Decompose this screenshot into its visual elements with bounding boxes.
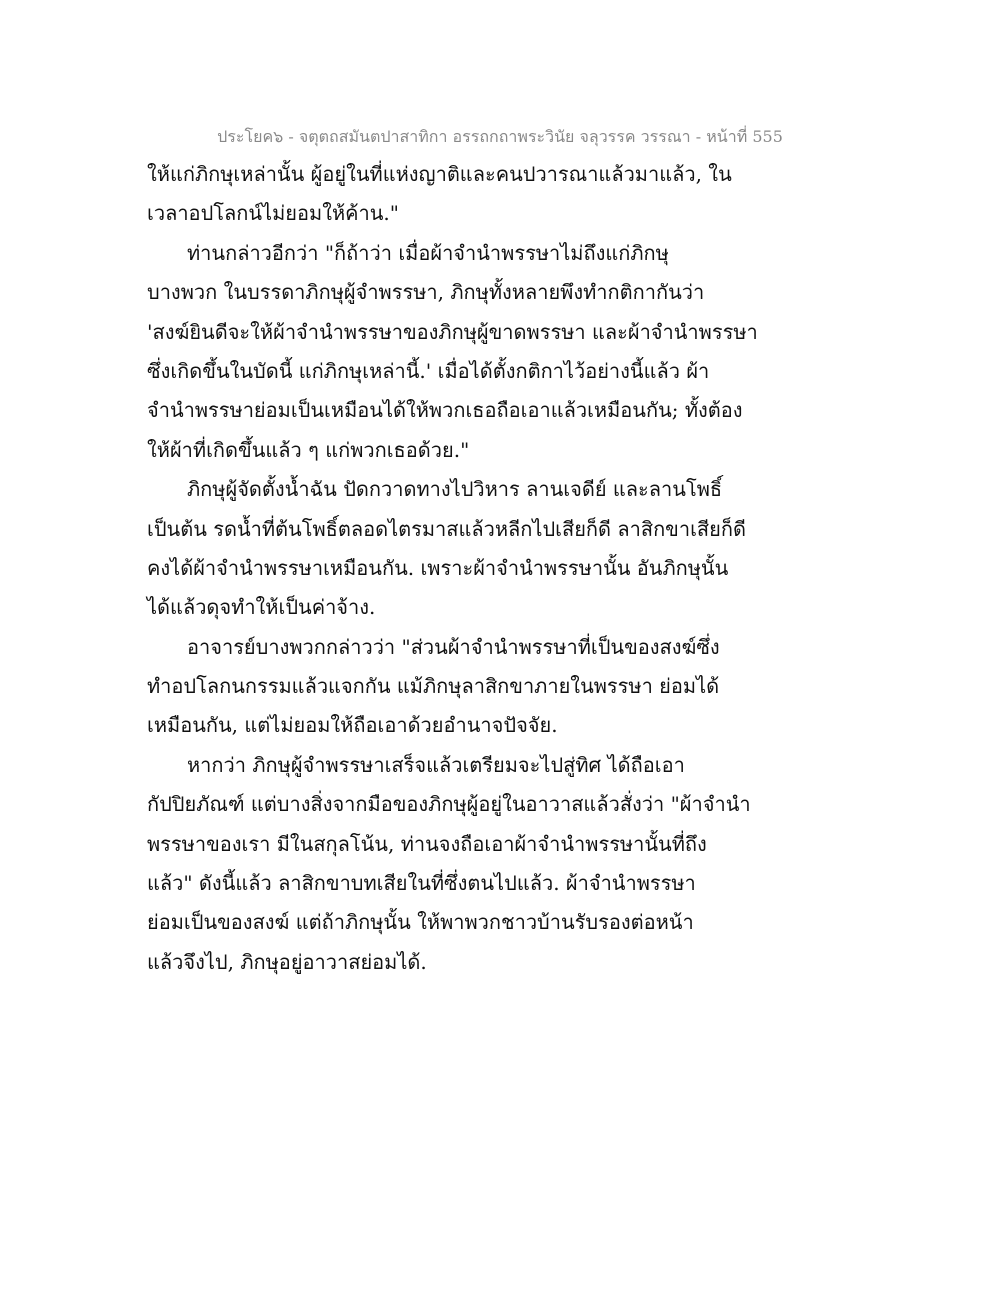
text-line: หากว่า ภิกษุผู้จำพรรษาเสร็จแล้วเตรียมจะไปสู่ทิศ ได้ถือเอา: [187, 752, 685, 777]
text-line: เป็นต้น รดน้ำที่ต้นโพธิ์ตลอดไตรมาสแล้วหลีกไปเสียก็ดี ลาสิกขาเสียก็ดี: [147, 516, 746, 541]
text-line: 'สงฆ์ยินดีจะให้ผ้าจำนำพรรษาของภิกษุผู้ขาดพรรษา และผ้าจำนำพรรษา: [147, 319, 758, 344]
text-line: จำนำพรรษาย่อมเป็นเหมือนได้ให้พวกเธอถือเอาแล้วเหมือนกัน; ทั้งต้อง: [147, 398, 743, 423]
text-line: แล้วจึงไป, ภิกษุอยู่อาวาสย่อมได้.: [147, 949, 427, 974]
text-line: กัปปิยภัณฑ์ แต่บางสิ่งจากมือของภิกษุผู้อยู่ในอาวาสแล้วสั่งว่า "ผ้าจำนำ: [147, 792, 751, 817]
text-line: อาจารย์บางพวกกล่าวว่า "ส่วนผ้าจำนำพรรษาที่เป็นของสงฆ์ซึ่ง: [187, 634, 720, 659]
text-line: ให้แก่ภิกษุเหล่านั้น ผู้อยู่ในที่แห่งญาติและคนปวารณาแล้วมาแล้ว, ใน: [147, 162, 732, 186]
text-line: คงได้ผ้าจำนำพรรษาเหมือนกัน. เพราะผ้าจำนำพรรษานั้น อันภิกษุนั้น: [147, 555, 729, 580]
text-line: ท่านกล่าวอีกว่า "ก็ถ้าว่า เมื่อผ้าจำนำพรรษาไม่ถึงแก่ภิกษุ: [187, 240, 669, 265]
running-header: ประโยค๖ - จตุตถสมันตปาสาทิกา อรรถกถาพระวินัย จลุวรรค วรรณา - หน้าที่ 555: [217, 127, 783, 146]
text-line: ทำอปโลกนกรรมแล้วแจกกัน แม้ภิกษุลาสิกขาภายในพรรษา ย่อมได้: [147, 674, 720, 699]
text-line: เหมือนกัน, แต่ไม่ยอมให้ถือเอาด้วยอำนาจปัจจัย.: [147, 713, 558, 738]
text-line: พรรษาของเรา มีในสกุลโน้น, ท่านจงถือเอาผ้าจำนำพรรษานั้นที่ถึง: [147, 831, 707, 856]
body-text: [147, 155, 847, 982]
text-line: ได้แล้วดุจทำให้เป็นค่าจ้าง.: [147, 595, 376, 620]
text-line: ให้ผ้าที่เกิดขึ้นแล้ว ๆ แก่พวกเธอด้วย.": [147, 437, 470, 462]
text-line: บางพวก ในบรรดาภิกษุผู้จำพรรษา, ภิกษุทั้งหลายพึงทำกติกากันว่า: [147, 280, 705, 305]
text-line: ย่อมเป็นของสงฆ์ แต่ถ้าภิกษุนั้น ให้พาพวกชาวบ้านรับรองต่อหน้า: [147, 910, 694, 935]
text-line: ซึ่งเกิดขึ้นในบัดนี้ แก่ภิกษุเหล่านี้.' เมื่อได้ตั้งกติกาไว้อย่างนี้แล้ว ผ้า: [147, 358, 710, 383]
text-line: เวลาอปโลกน์ไม่ยอมให้ค้าน.": [147, 201, 399, 226]
text-line: แล้ว" ดังนี้แล้ว ลาสิกขาบทเสียในที่ซึ่งตนไปแล้ว. ผ้าจำนำพรรษา: [147, 871, 696, 896]
text-line: ภิกษุผู้จัดตั้งน้ำฉัน ปัดกวาดทางไปวิหาร ลานเจดีย์ และลานโพธิ์: [187, 477, 723, 502]
